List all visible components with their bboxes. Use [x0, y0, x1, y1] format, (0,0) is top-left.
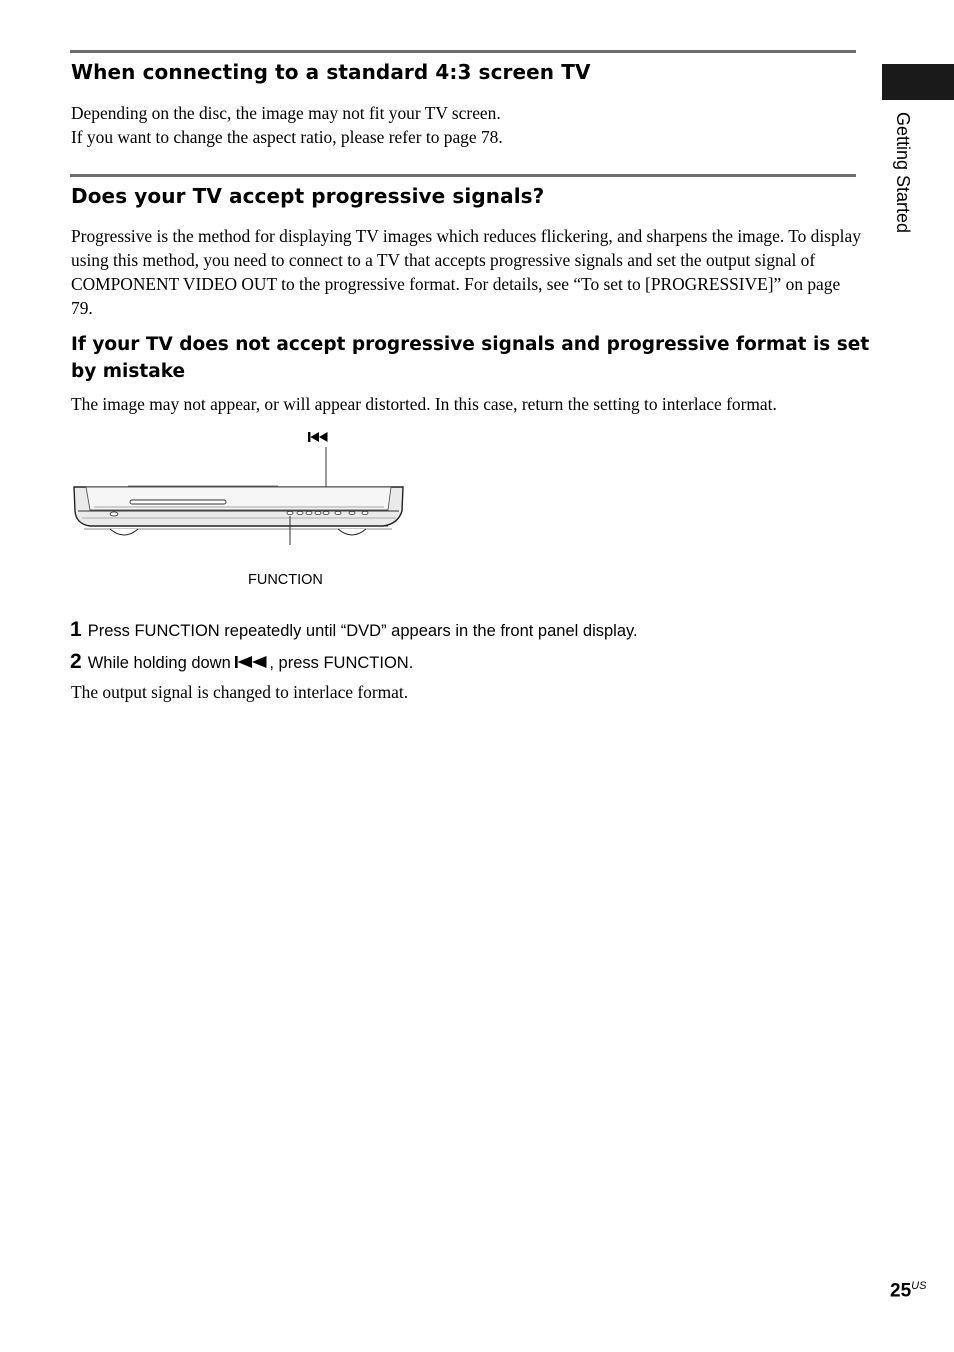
power-button: [110, 512, 118, 516]
step-2: [70, 650, 413, 674]
paragraph: If you want to change the aspect ratio, please refer to page 78.: [71, 127, 503, 147]
previous-track-icon: [308, 432, 328, 442]
page-number-value: 25: [890, 1280, 912, 1302]
section-divider: [70, 174, 856, 177]
previous-track-icon: [235, 655, 269, 669]
section-heading: When connecting to a standard 4:3 screen TV: [71, 60, 591, 84]
subsection-heading: If your TV does not accept progressive signals and progressive format is set by mistake: [71, 334, 870, 382]
section-body: [71, 224, 861, 320]
chapter-tab-label: Getting Started: [893, 112, 913, 234]
device-front-panel-illustration: [68, 425, 413, 545]
page-number-suffix: US: [911, 1280, 927, 1292]
paragraph: Depending on the disc, the image may not fit your TV screen.: [71, 103, 501, 123]
section-body: [71, 392, 861, 416]
result-text: [71, 680, 861, 704]
page-number: [890, 1280, 926, 1302]
step-number: 2: [70, 650, 82, 673]
disc-slot: [130, 500, 226, 504]
chapter-tab-marker: [882, 64, 954, 100]
step-text: , press FUNCTION.: [269, 654, 414, 672]
step-text: While holding down: [87, 654, 236, 672]
paragraph: The output signal is changed to interlace format.: [71, 682, 409, 702]
function-label: FUNCTION: [248, 572, 323, 588]
section-divider: [70, 50, 856, 53]
section-body: [71, 101, 861, 149]
skip-back-button: [323, 511, 329, 514]
paragraph: The image may not appear, or will appear distorted. In this case, return the setting to interlace format.: [71, 394, 777, 414]
device-foot: [110, 529, 138, 535]
function-button: [287, 511, 293, 514]
step-text: Press FUNCTION repeatedly until “DVD” appears in the front panel display.: [87, 622, 638, 640]
device-foot: [338, 529, 366, 535]
step-1: [70, 618, 638, 642]
step-number: 1: [70, 618, 82, 641]
paragraph: Progressive is the method for displaying TV images which reduces flickering, and sharpens the image. To display using this method, you need to connect to a TV that accepts progressive signals and set the output signal of COMPONENT VIDEO OUT to the progressive format. For details, see “To set to [PROGRESSIVE]” on page 79.: [71, 226, 861, 318]
section-heading: Does your TV accept progressive signals?: [71, 184, 545, 208]
